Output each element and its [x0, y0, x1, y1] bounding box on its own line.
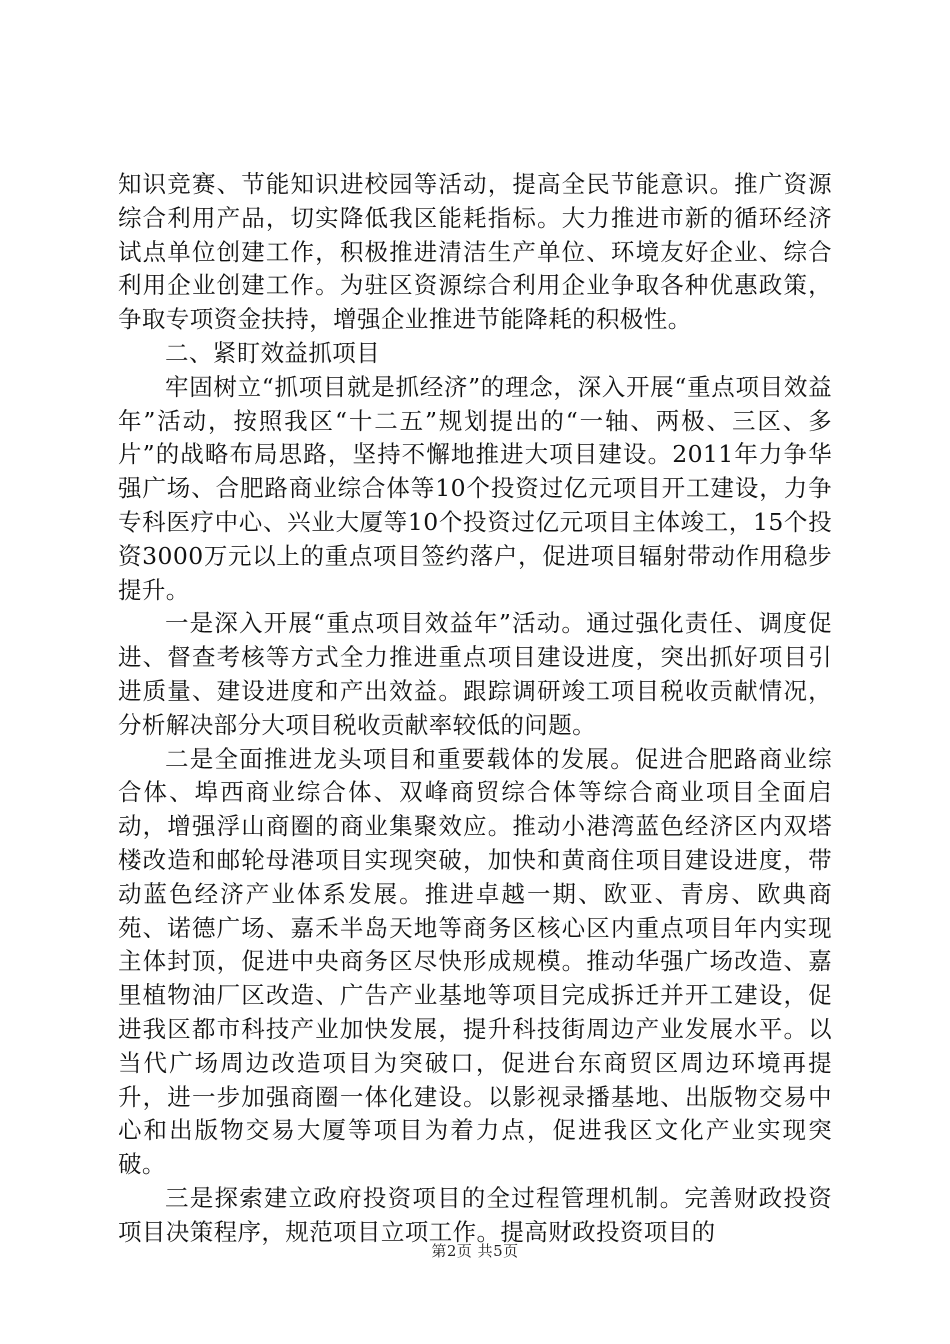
document-body [118, 168, 832, 1250]
paragraph-1: 知识竞赛、节能知识进校园等活动，提高全民节能意识。推广资源综合利用产品，切实降低我区能耗指标。大力推进市新的循环经济试点单位创建工作，积极推进清洁生产单位、环境友好企业、综合利用企业创建工作。为驻区资源综合利用企业争取各种优惠政策，争取专项资金扶持，增强企业推进节能降耗的积极性。 [118, 170, 832, 334]
paragraph-2: 牢固树立“抓项目就是抓经济”的理念，深入开展“重点项目效益年”活动，按照我区“十二五”规划提出的“一轴、两极、三区、多片”的战略布局思路，坚持不懈地推进大项目建设。2011年力争华强广场、合肥路商业综合体等10个投资过亿元项目开工建设，力争专科医疗中心、兴业大厦等10个投资过亿元项目主体竣工，15个投资3000万元以上的重点项目签约落户，促进项目辐射带动作用稳步提升。 [118, 372, 832, 604]
paragraph-3: 一是深入开展“重点项目效益年”活动。通过强化责任、调度促进、督查考核等方式全力推进重点项目建设进度，突出抓好项目引进质量、建设进度和产出效益。跟踪调研竣工项目税收贡献情况，分析解决部分大项目税收贡献率较低的问题。 [118, 609, 832, 739]
paragraph-5: 三是探索建立政府投资项目的全过程管理机制。完善财政投资项目决策程序，规范项目立项工作。提高财政投资项目的 [118, 1183, 832, 1246]
paragraph-4: 二是全面推进龙头项目和重要载体的发展。促进合肥路商业综合体、埠西商业综合体、双峰商贸综合体等综合商业项目全面启动，增强浮山商圈的商业集聚效应。推动小港湾蓝色经济区内双塔楼改造和邮轮母港项目实现突破，加快和黄商住项目建设进度，带动蓝色经济产业体系发展。推进卓越一期、欧亚、青房、欧典商苑、诺德广场、嘉禾半岛天地等商务区核心区内重点项目年内实现主体封顶，促进中央商务区尽快形成规模。推动华强广场改造、嘉里植物油厂区改造、广告产业基地等项目完成拆迁并开工建设，促进我区都市科技产业加快发展，提升科技街周边产业发展水平。以当代广场周边改造项目为突破口，促进台东商贸区周边环境再提升，进一步加强商圈一体化建设。以影视录播基地、出版物交易中心和出版物交易大厦等项目为着力点，促进我区文化产业实现突破。 [118, 744, 832, 1179]
page-footer: 第2页 共5页 [431, 1242, 519, 1260]
section-heading: 二、紧盯效益抓项目 [165, 338, 381, 367]
